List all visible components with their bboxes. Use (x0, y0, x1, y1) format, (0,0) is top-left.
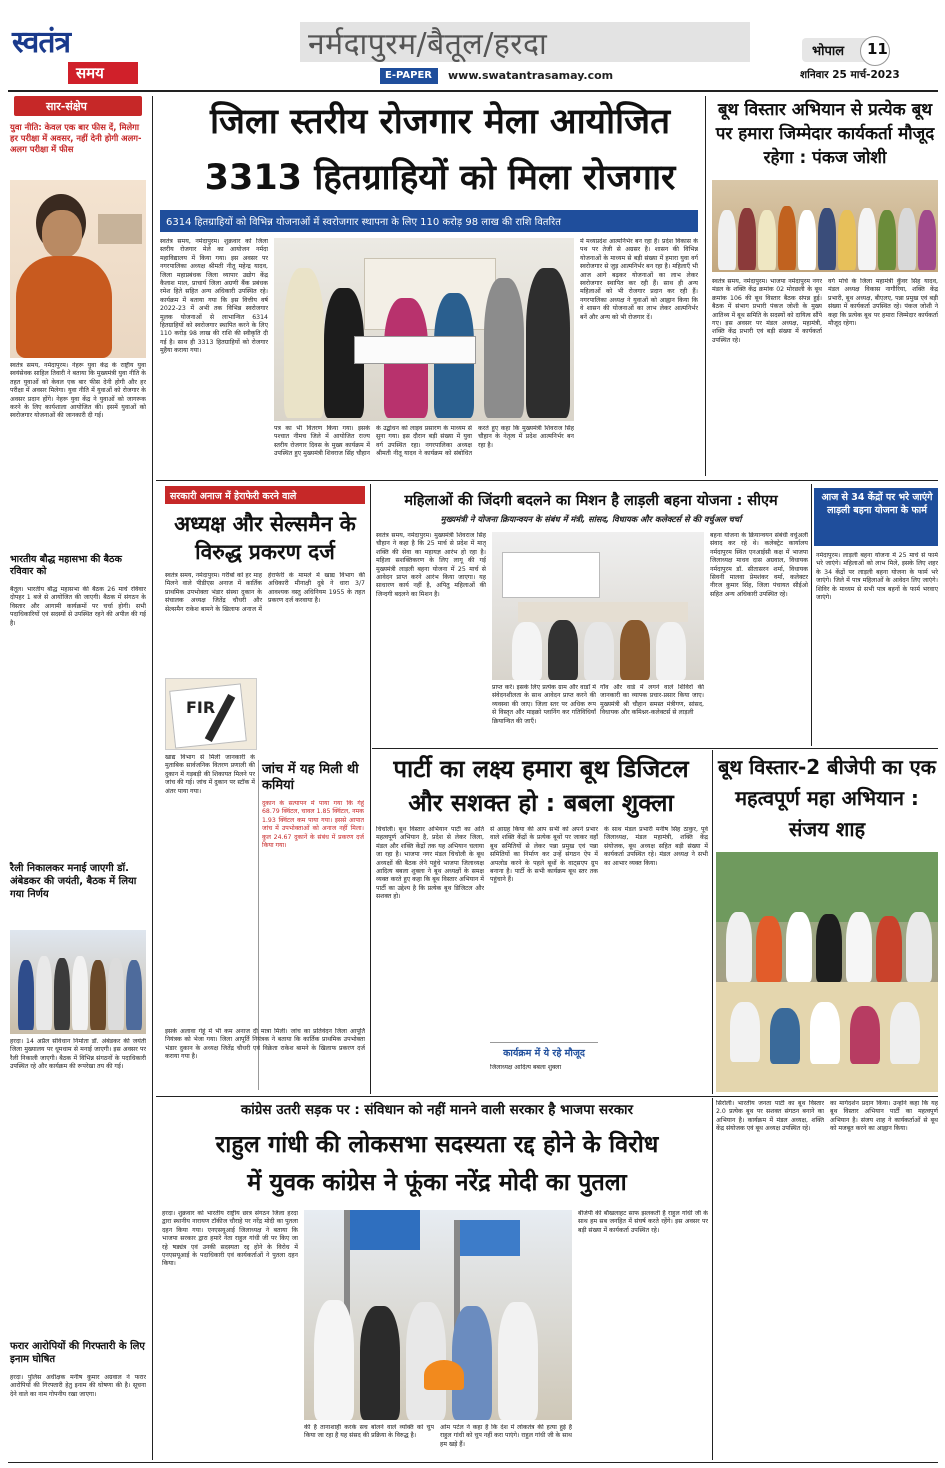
ladli-photo (492, 532, 704, 680)
booth-body-right: वर्ग मोर्चे के जिला महामंत्री कुँवर सिंह यादव, मंडल अध्यक्ष विकास नागौरिया, शक्ति केंद्र प्रभारी, बूथ अध्यक्ष, बीएलए, पन्ना प्रमुख एवं बड़ी संख्या में कार्यकर्ता उपस्थित रहे। पंकज जोशी ने कहा कि प्रत्येक बूथ पर हमारा जिम्मेदार कार्यकर्ता मौजूद रहेगा। (828, 278, 938, 328)
ladli-body-mid-2: गाँव और वार्ड में लगने वाले शिविरों की जानकारी का व्यापक प्रचार-प्रसार किया जाए। मुख्यमंत्री श्री चौहान समस्त मंत्रीगण, सांसद, विधायक और कमिश्नर-कलेक्टर्स से लाड़ली (600, 684, 704, 717)
sidebar-story4-head[interactable]: फरार आरोपियों की गिरफ्तारी के लिए इनाम घोषित (10, 1341, 145, 1365)
grain-kicker: सरकारी अनाज में हेराफेरी करने वाले (170, 491, 297, 502)
grain-body-2: खाद्य विभाग से मिली जानकारी के मुताबिक सार्वजनिक वितरण प्रणाली की दुकान में गड़बड़ी की शिकायत मिलने पर जांच की गई। जांच में दुकान पर स्टॉक में अंतर पाया गया। (165, 754, 255, 795)
party-body-mid: से आग्रह किया की आप सभी को अपने प्रभार वाले शक्ति केंद्रों के प्रत्येक बूथों पर जाकर वहाँ बूथ समितियों से लेकर पन्ना प्रमुख एवं पन्ना समितियों का निर्माण कर उन्हें संगठन ऐप में अपलोड करने के पहले बूथों के वाट्सएप ग्रुप बनाना है। पार्टी के सभी कार्यक्रम बूथ स्तर तक पहुंचाने हैं। (490, 826, 598, 884)
lead-body-mid: पत्र का भी वितरण किया गया। इसके पश्चात नीमच जिले में आयोजित राज्य स्तरीय रोजगार दिवस के मुख्य कार्यक्रम में उपस्थित हुए मुख्यमंत्री शिवराज सिंह चौहान के उद्बोधन को लाइव प्रसारण के माध्यम से सुना गया। इस दौरान बड़ी संख्या में युवा वर्ग उपस्थित रहा। नगरपालिका अध्यक्ष श्रीमती नीतू यादव ने कार्यक्रम को संबोधित करते हुए कहा कि मुख्यमंत्री शिवराज सिंह चौहान के नेतृत्व में प्रदेश आत्मनिर्भर बन रहा है। (274, 425, 574, 458)
party-box-title: कार्यक्रम में ये रहे मौजूद (503, 1048, 585, 1059)
grain-divider (370, 484, 371, 1094)
lead-body-left: स्वतंत्र समय, नर्मदापुरम। शुक्रवार को जिला स्तरीय रोजगार मेले का आयोजन नर्मदा महाविद्यालय में किया गया। इस अवसर पर नगरपालिका अध्यक्ष श्रीमती नीतू महेन्द्र यादव, जिला महाप्रबंधक जिला व्यापार उद्योग केंद्र कैलाश माल, प्राचार्य जिला अग्रणी बैंक प्रबंधक रमेश हिते सहित अन्य अधिकारी उपस्थित रहे। कार्यक्रम में बताया गया कि इस वित्तीय वर्ष 2022-23 में अभी तक विभिन्न स्वरोजगार मूलक योजनाओं से लाभान्वित 6314 हितग्राहियों को स्वरोजगार स्थापित करने के लिए 110 करोड़ 98 लाख की राशि की स्वीकृति दी गई है। साथ ही 3313 हितग्राहियों को रोजगार मुहैया कराया गया। (160, 238, 268, 355)
lead-divider (705, 96, 706, 476)
issue-date: शनिवार 25 मार्च-2023 (800, 69, 900, 81)
congress-photo (304, 1210, 572, 1420)
edition-title: नर्मदापुरम/बैतूल/हरदा (308, 27, 548, 62)
congress-headline-1[interactable]: राहुल गांधी की लोकसभा सदस्यता रद्द होने के विरोध (215, 1130, 659, 1158)
booth2-headline[interactable]: बूथ विस्तार-2 बीजेपी का एक महत्वपूर्ण महा अभियान : संजय शाह (717, 755, 937, 841)
ladli-side-headline[interactable]: आज से 34 केंद्रों पर भरे जाएंगे लाड़ली बहना योजना के फार्म (821, 492, 933, 516)
sidebar-story3-body: हरदा। 14 अप्रैल संविधान निर्माता डॉ. अंबेडकर की जयंती जिला मुख्यालय पर धूमधाम से मनाई जाएगी। इस अवसर पर रैली निकाली जाएगी। बैठक में विभिन्न संगठनों के पदाधिकारी उपस्थित रहे और कार्यक्रम की रूपरेखा तय की गई। (10, 1038, 146, 1071)
congress-body-left: हरदा। शुक्रवार को भारतीय राष्ट्रीय छात्र संगठन जिला हरदा द्वारा स्थानीय नारायण टॉकीज चौराहे पर नरेंद्र मोदी का पुतला दहन किया गया। एनएसयूआई जिलाध्यक्ष ने बताया कि भाजपा सरकार द्वारा हमारे नेता राहुल गांधी जी पर किए जा रहे षड्यंत्र एवं उनकी सदस्यता रद्द होने के विरोध में एनएसयूआई के पदाधिकारी एवं कार्यकर्ताओं ने पुतला दहन किया। (162, 1210, 298, 1268)
ladli-subhead: मुख्यमंत्री ने योजना क्रियान्वयन के संबंध में मंत्री, सांसद, विधायक और कलेक्टर्स से की वर्चुअल चर्चा (440, 514, 742, 524)
website-link[interactable]: www.swatantrasamay.com (448, 69, 614, 82)
lead-headline-1[interactable]: जिला स्तरीय रोजगार मेला आयोजित (209, 102, 671, 142)
sidebar-story1-body: स्वतंत्र समय, नर्मदापुरम। नेहरू युवा केंद्र के राष्ट्रीय युवा स्वयंसेवक साहिल तिवारी ने बताया कि मुख्यमंत्री युवा नीति के तहत युवाओं को केवल एक बार फीस देनी होगी और हर परीक्षा में अवसर मिलेगा। युवा नीति में युवाओं को रोजगार के अवसर प्रदान होंगे। नेहरू युवा केंद्र ने युवाओं को जागरूक करने के लिए कार्यशाला आयोजित की। इसमें युवाओं को स्वरोजगार योजनाओं की जानकारी दी गई। (10, 362, 146, 420)
page-number: 11 (867, 40, 888, 58)
sidebar-story3-photo (10, 930, 146, 1034)
epaper-label: E-PAPER (385, 70, 432, 81)
booth-headline[interactable]: बूथ विस्तार अभियान से प्रत्येक बूथ पर हमारा जिम्मेदार कार्यकर्ता मौजूद रहेगा : पंकज जोशी (715, 100, 935, 168)
lead-strap: 6314 हितग्राहियों को विभिन्न योजनाओं में स्वरोजगार स्थापना के लिए 110 करोड़ 98 लाख की राशि वितरित (166, 217, 561, 228)
ladli-side-divider (811, 484, 812, 746)
grain-body-3: इसके अलावा गेहूं में भी कम अनाज दी मात्रा मिली। जांच का प्रतिवेदन जिला आपूर्ति नियंत्रक को भेजा गया। जिला आपूर्ति नियंत्रक ने बताया कि कार्तिक प्राथमिक उपभोक्ता भंडार दुकान के अध्यक्ष जितेंद्र चौधरी एवं विक्रेता राकेश बामने के खिलाफ प्रकरण दर्ज कराया गया है। (165, 1028, 365, 1061)
row3-rule (156, 1096, 938, 1097)
grain-body: स्वतंत्र समय, नर्मदापुरम। गरीबों को हर माह मिलने वाले पीडीएस अनाज में कार्तिक प्राथमिक उपभोक्ता भंडार संस्था दुकान के संचालक अध्यक्ष जितेंद्र चौधरी और सेल्समैन राकेश बामने के खिलाफ अनाज में हेराफेरी के मामले में खाद्य विभाग की अधिकारी मीनाक्षी दुबे ने धारा 3/7 आवश्यक वस्तु अधिनियम 1955 के तहत प्रकरण दर्ज करवाया है। (165, 572, 365, 613)
sidebar-story1-photo (10, 180, 146, 358)
sidebar (8, 96, 148, 1460)
party-body-right: के साथ मंडल प्रभारी मनीष सिंह ठाकुर, पूर्व जिलाध्यक्ष, मंडल महामंत्री, शक्ति केंद्र संयोजक, बूथ अध्यक्ष सहित बड़ी संख्या में कार्यकर्ता उपस्थित रहे। मंडल अध्यक्ष ने सभी का आभार व्यक्त किया। (604, 826, 708, 867)
party-headline[interactable]: पार्टी का लक्ष्य हमारा बूथ डिजिटल और सशक्त हो : बबला शुक्ला (393, 755, 689, 817)
sidebar-divider (152, 96, 153, 1460)
sidebar-title: सार-संक्षेप (46, 100, 87, 113)
booth2-photo (716, 852, 938, 1092)
masthead-rule (8, 90, 938, 92)
ladli-body-left: स्वतंत्र समय, नर्मदापुरम। मुख्यमंत्री शिवराज सिंह चौहान ने कहा है कि 25 मार्च से प्रदेश में मातृ शक्ति की सेवा का महायज्ञ आरंभ हो रहा है। महिला सशक्तिकरण के लिए लागू की गई मुख्यमंत्री लाड़ली बहना योजना में 25 मार्च से आवेदन प्राप्त करने आरंभ किया जाएगा। यह साधारण कार्य नहीं है, अपितु महिलाओं की जिन्दगी बदलने का मिशन है। (376, 532, 486, 598)
row2-rule (372, 748, 938, 749)
congress-body-mid-2: ओम पटेल ने कहा है कि देश में लोकतंत्र की हत्या हुई है राहुल गांधी को चुप नहीं करा पाएंगे। राहुल गांधी जी के साथ हम खड़े हैं। (440, 1424, 572, 1448)
ladli-body-mid: प्राप्त करें। इसके लिए प्रत्येक ग्राम और वार्डों में संवेदनशीलता के साथ आवेदन प्राप्त करने की व्यवस्था की जाए। जिला स्तर पर अधिक रूप से विस्तृत और माइक्रो प्लानिंग कर गतिविधियाँ क्रियान्वित की जाएँ। (492, 684, 596, 725)
congress-kicker[interactable]: कांग्रेस उतरी सड़क पर : संविधान को नहीं मानने वाली सरकार है भाजपा सरकार (240, 1102, 634, 1118)
sironj-body-right: का मार्गदर्शन प्रदान किया। उन्होंने कहा कि यह बूथ विस्तार अभियान पार्टी का महत्वपूर्ण अभियान है। संजय शाह ने कार्यकर्ताओं से बूथ को मजबूत करने का आह्वान किया। (830, 1100, 938, 1133)
grain-box-body: दुकान के सत्यापन में पाया गया कि गेहूं 68.79 क्विंटल, चावल 1.85 क्विंटल, नमक 1.93 क्विंटल कम पाया गया। इससे आपात जांच में उपभोक्ताओं को अनाज नहीं मिला। कुल 24.67 दुकानें के संबंध में प्रकरण दर्ज किया गया। (262, 800, 364, 850)
sidebar-story1-head[interactable]: युवा नीति: केवल एक बार फीस दें, मिलेगा हर परीक्षा में अवसर, नहीं देनी होगी अलग-अलग परीक्षा में फीस (10, 122, 142, 154)
sironj-body: सिरोली। भारतीय जनता पार्टी का बूथ विस्तार 2.0 प्रत्येक बूथ पर सशक्त संगठन बनाने का अभियान है। कार्यक्रम में मंडल अध्यक्ष, शक्ति केंद्र संयोजक एवं बूथ अध्यक्ष उपस्थित रहे। (716, 1100, 824, 1133)
lead-body-right: में मध्यप्रदेश आत्मनिर्भर बन रहा है। प्रदेश विकास के पथ पर तेजी से अग्रसर है। शासन की विभिन्न योजनाओं के माध्यम से बड़ी संख्या में हमारा युवा वर्ग स्वरोजगार से जुड़ आत्मनिर्भर बन रहा है। महिलाएँ भी आज आगे बढ़कर योजनाओं का लाभ लेकर स्वरोजगार स्थापित कर रही हैं। साथ ही अन्य महिलाओं को भी रोजगार प्रदान कर रही हैं। नगरपालिका अध्यक्ष ने युवाओं को आह्वान किया कि वे शासन की योजनाओं का लाभ लेकर आत्मनिर्भर बनें और अन्य को भी रोजगार दें। (580, 238, 698, 321)
grain-box-title: जांच में यह मिली थी कमियां (262, 762, 359, 793)
sidebar-story2-head[interactable]: भारतीय बौद्ध महासभा की बैठक रविवार को (10, 554, 122, 577)
masthead (0, 0, 945, 92)
sidebar-story4-body: हरदा। पुलिस अधीक्षक मनीष कुमार अग्रवाल ने फरार आरोपियों की गिरफ्तारी हेतु इनाम की घोषणा की है। सूचना देने वाले का नाम गोपनीय रखा जाएगा। (10, 1374, 146, 1398)
congress-divider (712, 1098, 713, 1460)
city-label: भोपाल (812, 44, 845, 59)
footer-rule (8, 1462, 938, 1463)
ladli-headline[interactable]: महिलाओं की जिंदगी बदलने का मिशन है लाड़ली बहना योजना : सीएम (404, 493, 778, 509)
brand-logo-bottom: समय (76, 64, 104, 82)
party-box-sub: जिलाध्यक्ष आदित्य बबला शुक्ला (490, 1064, 562, 1071)
congress-body-mid: की है तानाशाही करके सच बोलने वाले व्यक्ति को चुप किया जा रहा है यह संसद की प्रक्रिया के विरुद्ध है। (304, 1424, 434, 1440)
row1-rule (156, 480, 938, 481)
grain-fir-label: FIR (186, 698, 216, 717)
party-body-left: चिचोली। बूथ विस्तार अभियान पार्टी का अति महत्वपूर्ण अभियान है, प्रदेश से लेकर जिला, मंडल और शक्ति केंद्रों तक यह अभियान चलाया जा रहा है। भाजपा नगर मंडल चिचोली के बूथ अध्यक्षों की बैठक लेने पहुंचे भाजपा जिलाध्यक्ष आदित्य बबला शुक्ला ने बूथ अध्यक्षों के समक्ष व्यक्त करते हुए कहा कि बूथ विस्तार अभियान में पार्टी का उद्देश्य है कि प्रत्येक बूथ डिजिटल और सशक्त हो। (376, 826, 484, 901)
booth-body-left: स्वतंत्र समय, नर्मदापुरम। भाजपा नर्मदापुरम नगर मंडल के शक्ति केंद्र क्रमांक 02 मोरछली के बूथ क्रमांक 106 की बूथ विस्तार बैठक संपन्न हुई। बैठक में संभाग प्रभारी पंकज जोशी के मुख्य आतिथ्य में बूथ समिति के सदस्यों को दायित्व सौंपे गए। इस अवसर पर मंडल अध्यक्ष, महामंत्री, शक्ति केंद्र प्रभारी एवं बड़ी संख्या में कार्यकर्ता उपस्थित रहे। (712, 278, 822, 344)
congress-headline-2[interactable]: में युवक कांग्रेस ने फूंका नरेंद्र मोदी का पुतला (247, 1168, 627, 1196)
party-divider (712, 750, 713, 1094)
sidebar-story2-body: बैतूल। भारतीय बौद्ध महासभा की बैठक 26 मार्च रविवार दोपहर 1 बजे से आयोजित की जाएगी। बैठक में संगठन के विस्तार और आगामी कार्यक्रमों पर चर्चा होगी। सभी पदाधिकारियों एवं सदस्यों से उपस्थित रहने की अपील की गई है। (10, 586, 146, 627)
lead-photo (274, 238, 574, 421)
congress-body-right: बीजेपी की बौखलाहट साफ झलकती है राहुल गांधी जी के साथ हम सब जनहित में संघर्ष करते रहेंगे। इस अवसर पर बड़ी संख्या में कार्यकर्ता उपस्थित रहे। (578, 1210, 708, 1234)
ladli-side-body: नर्मदापुरम। लाड़ली बहना योजना में 25 मार्च से फार्म भरे जाएंगे। महिलाओं को लाभ मिले, इसके लिए शहर के 34 केंद्रों पर लाड़ली बहना योजना के फार्म भरे जाएंगे। जिले में पात्र महिलाओं के आवेदन लिए जाएंगे। शिविर के माध्यम से सभी पात्र बहनों के फार्म भरवाए जाएंगे। (816, 552, 938, 602)
grain-headline[interactable]: अध्यक्ष और सेल्समैन के विरुद्ध प्रकरण दर्ज (174, 512, 356, 564)
ladli-body-right: बहना योजना के क्रियान्वयन संबंधी वर्चुअली संवाद कर रहे थे। कलेक्ट्रेट कार्यालय नर्मदापुरम स्थित एनआईसी कक्ष में भाजपा जिलाध्यक्ष माधव दास अग्रवाल, विधायक नर्मदापुरम डॉ. सीतासरन शर्मा, विधायक सिवनी मालवा प्रेमशंकर वर्मा, कलेक्टर नीरज कुमार सिंह, जिला पंचायत सीईओ सहित अन्य अधिकारी उपस्थित रहे। (710, 532, 808, 598)
sidebar-story3-head[interactable]: रैली निकालकर मनाई जाएगी डॉ. अंबेडकर की जयंती, बैठक में लिया गया निर्णय (10, 863, 137, 900)
brand-logo-top[interactable]: स्वतंत्र (12, 25, 71, 60)
booth-photo (712, 180, 938, 272)
lead-headline-2[interactable]: 3313 हितग्राहियों को मिला रोजगार (204, 158, 676, 198)
